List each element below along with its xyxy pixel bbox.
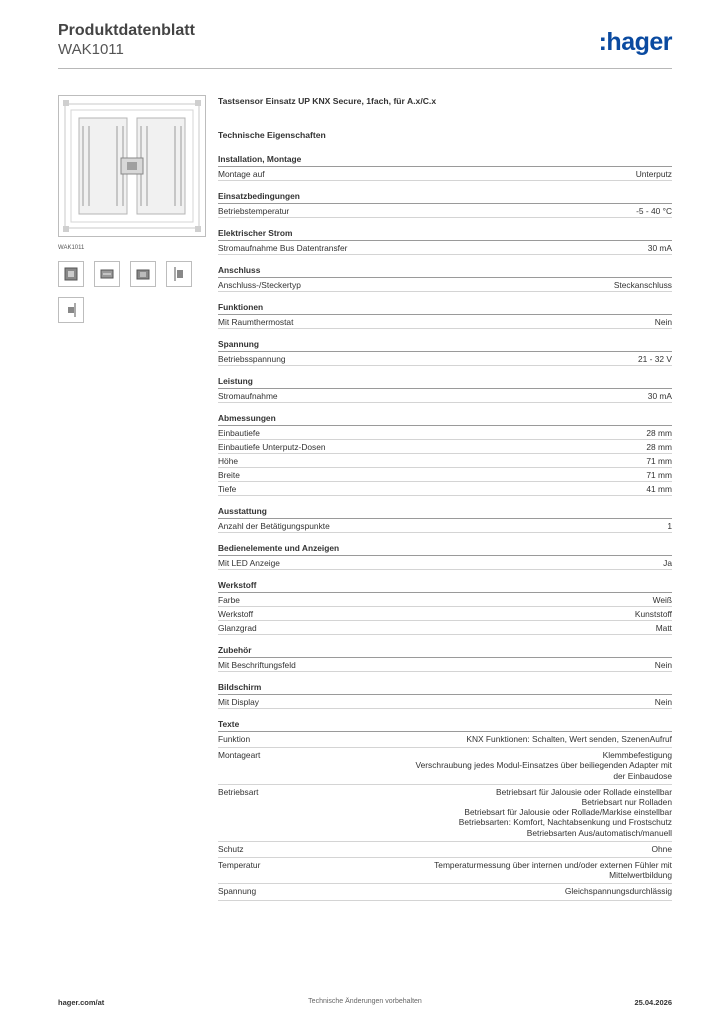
section-title: Texte: [218, 719, 672, 732]
text-value: [254, 844, 672, 854]
spec-section: [218, 228, 672, 255]
spec-row: [218, 468, 672, 482]
text-label: Funktion: [218, 734, 251, 744]
image-caption: WAK1011: [58, 245, 85, 251]
text-value: [269, 787, 673, 838]
text-value-line: der Einbaudose: [613, 770, 672, 781]
section-title: Werkstoff: [218, 580, 672, 593]
spec-value: 30 mA: [647, 391, 672, 401]
spec-row: [218, 482, 672, 496]
thumbnail-list: [58, 261, 218, 333]
texte-section: [218, 719, 672, 901]
spec-section: [218, 265, 672, 292]
spec-section: [218, 413, 672, 496]
section-title: Spannung: [218, 339, 672, 352]
text-value-line: Betriebsart für Jalousie oder Rollade einstellbar: [496, 786, 672, 797]
spec-row: [218, 658, 672, 672]
dimension-front-icon[interactable]: [58, 297, 84, 323]
spec-value: Weiß: [652, 595, 672, 605]
spec-value: 28 mm: [646, 428, 672, 438]
spec-label: Werkstoff: [218, 609, 254, 619]
spec-label: Mit LED Anzeige: [218, 558, 280, 568]
product-main-image[interactable]: [58, 95, 206, 237]
spec-value: 30 mA: [647, 243, 672, 253]
spec-label: Glanzgrad: [218, 623, 257, 633]
footer-date: 25.04.2026: [634, 998, 672, 1007]
section-title: Bildschirm: [218, 682, 672, 695]
spec-row: [218, 607, 672, 621]
section-title: Abmessungen: [218, 413, 672, 426]
text-label: Spannung: [218, 886, 257, 897]
text-value-line: Betriebsart für Jalousie oder Rollade/Markise einstellbar: [464, 807, 672, 818]
text-value-line: Gleichspannungsdurchlässig: [564, 886, 672, 897]
spec-row: [218, 593, 672, 607]
spec-value: 71 mm: [646, 456, 672, 466]
section-title: Ausstattung: [218, 506, 672, 519]
text-value-line: KNX Funktionen: Schalten, Wert senden, SzenenAufruf: [466, 734, 672, 744]
spec-label: Anschluss-/Steckertyp: [218, 280, 301, 290]
spec-value: 1: [667, 521, 672, 531]
text-value-line: Betriebsart nur Rolladen: [581, 797, 672, 808]
text-row: [218, 732, 672, 748]
text-value: [270, 750, 672, 781]
spec-label: Stromaufnahme: [218, 391, 278, 401]
spec-value: Ja: [663, 558, 672, 568]
spec-value: 21 - 32 V: [638, 354, 672, 364]
spec-label: Einbautiefe Unterputz-Dosen: [218, 442, 326, 452]
spec-section: [218, 580, 672, 635]
footer-website-link[interactable]: hager.com/at: [58, 998, 105, 1007]
product-back-icon[interactable]: [130, 261, 156, 287]
spec-section: [218, 339, 672, 366]
spec-value: 71 mm: [646, 470, 672, 480]
spec-value: Nein: [654, 317, 672, 327]
hager-logo[interactable]: :hager: [598, 28, 672, 56]
section-title: Bedienelemente und Anzeigen: [218, 543, 672, 556]
text-row: [218, 785, 672, 842]
spec-section: [218, 376, 672, 403]
spec-row: [218, 440, 672, 454]
section-title: Funktionen: [218, 302, 672, 315]
text-value-line: Ohne: [651, 843, 672, 854]
text-row: [218, 748, 672, 785]
product-side-icon[interactable]: [94, 261, 120, 287]
spec-sections: [218, 154, 672, 709]
spec-label: Tiefe: [218, 484, 237, 494]
spec-row: [218, 454, 672, 468]
spec-label: Mit Raumthermostat: [218, 317, 294, 327]
footer-disclaimer: Technische Änderungen vorbehalten: [308, 998, 422, 1005]
product-front-icon[interactable]: [58, 261, 84, 287]
spec-section: [218, 191, 672, 218]
spec-section: [218, 154, 672, 181]
spec-section: [218, 506, 672, 533]
product-images: [58, 95, 208, 333]
section-title: Elektrischer Strom: [218, 228, 672, 241]
spec-label: Einbautiefe: [218, 428, 260, 438]
spec-value: Nein: [654, 660, 672, 670]
spec-section: [218, 682, 672, 709]
text-value-line: Temperaturmessung über internen und/oder externen Fühler mit: [434, 860, 672, 871]
text-value: [266, 886, 672, 896]
section-title: Installation, Montage: [218, 154, 672, 167]
spec-row: [218, 167, 672, 181]
section-title: Zubehör: [218, 645, 672, 658]
text-label: Temperatur: [218, 860, 261, 871]
spec-section: [218, 645, 672, 672]
spec-value: Steckanschluss: [613, 280, 672, 290]
spec-label: Mit Beschriftungsfeld: [218, 660, 296, 670]
spec-row: [218, 621, 672, 635]
spec-label: Montage auf: [218, 169, 265, 179]
tech-properties-title: Technische Eigenschaften: [218, 130, 326, 140]
spec-label: Farbe: [218, 595, 240, 605]
spec-value: -5 - 40 °C: [636, 206, 672, 216]
dimension-side-icon[interactable]: [166, 261, 192, 287]
spec-row: [218, 204, 672, 218]
page-header: [58, 21, 672, 59]
spec-value: Kunststoff: [634, 609, 672, 619]
spec-value: 28 mm: [646, 442, 672, 452]
text-value-line: Verschraubung jedes Modul-Einsatzes über beiliegenden Adapter mit: [415, 760, 672, 771]
spec-value: 41 mm: [646, 484, 672, 494]
product-title: Tastsensor Einsatz UP KNX Secure, 1fach, für A.x/C.x: [218, 96, 437, 106]
page-subtitle: WAK1011: [58, 41, 124, 58]
text-row: [218, 858, 672, 884]
spec-label: Breite: [218, 470, 240, 480]
text-value-line: Mittelwertbildung: [609, 870, 672, 881]
text-value: [260, 734, 672, 744]
spec-section: [218, 543, 672, 570]
spec-label: Betriebsspannung: [218, 354, 286, 364]
text-value-line: Betriebsarten Aus/automatisch/manuell: [526, 827, 672, 838]
text-value: [270, 860, 672, 880]
spec-row: [218, 278, 672, 292]
spec-label: Betriebstemperatur: [218, 206, 290, 216]
page-title: Produktdatenblatt: [58, 22, 195, 39]
text-row: [218, 842, 672, 858]
spec-row: [218, 241, 672, 255]
spec-value: Matt: [655, 623, 672, 633]
section-title: Anschluss: [218, 265, 672, 278]
text-row: [218, 884, 672, 900]
spec-row: [218, 389, 672, 403]
spec-section: [218, 302, 672, 329]
header-divider: [58, 68, 672, 69]
spec-row: [218, 426, 672, 440]
spec-value: Unterputz: [635, 169, 672, 179]
section-title: Leistung: [218, 376, 672, 389]
text-value-line: Betriebsarten: Komfort, Nachtabsenkung und Frostschutz: [458, 817, 672, 828]
text-label: Montageart: [218, 750, 261, 761]
spec-label: Höhe: [218, 456, 239, 466]
spec-label: Mit Display: [218, 697, 259, 707]
spec-label: Anzahl der Betätigungspunkte: [218, 521, 330, 531]
text-value-line: Klemmbefestigung: [602, 750, 672, 761]
text-label: Betriebsart: [218, 786, 259, 797]
spec-label: Stromaufnahme Bus Datentransfer: [218, 243, 348, 253]
spec-row: [218, 352, 672, 366]
spec-row: [218, 315, 672, 329]
spec-value: Nein: [654, 697, 672, 707]
spec-row: [218, 695, 672, 709]
spec-content: [218, 96, 672, 901]
spec-row: [218, 556, 672, 570]
text-label: Schutz: [218, 843, 244, 854]
spec-row: [218, 519, 672, 533]
section-title: Einsatzbedingungen: [218, 191, 672, 204]
